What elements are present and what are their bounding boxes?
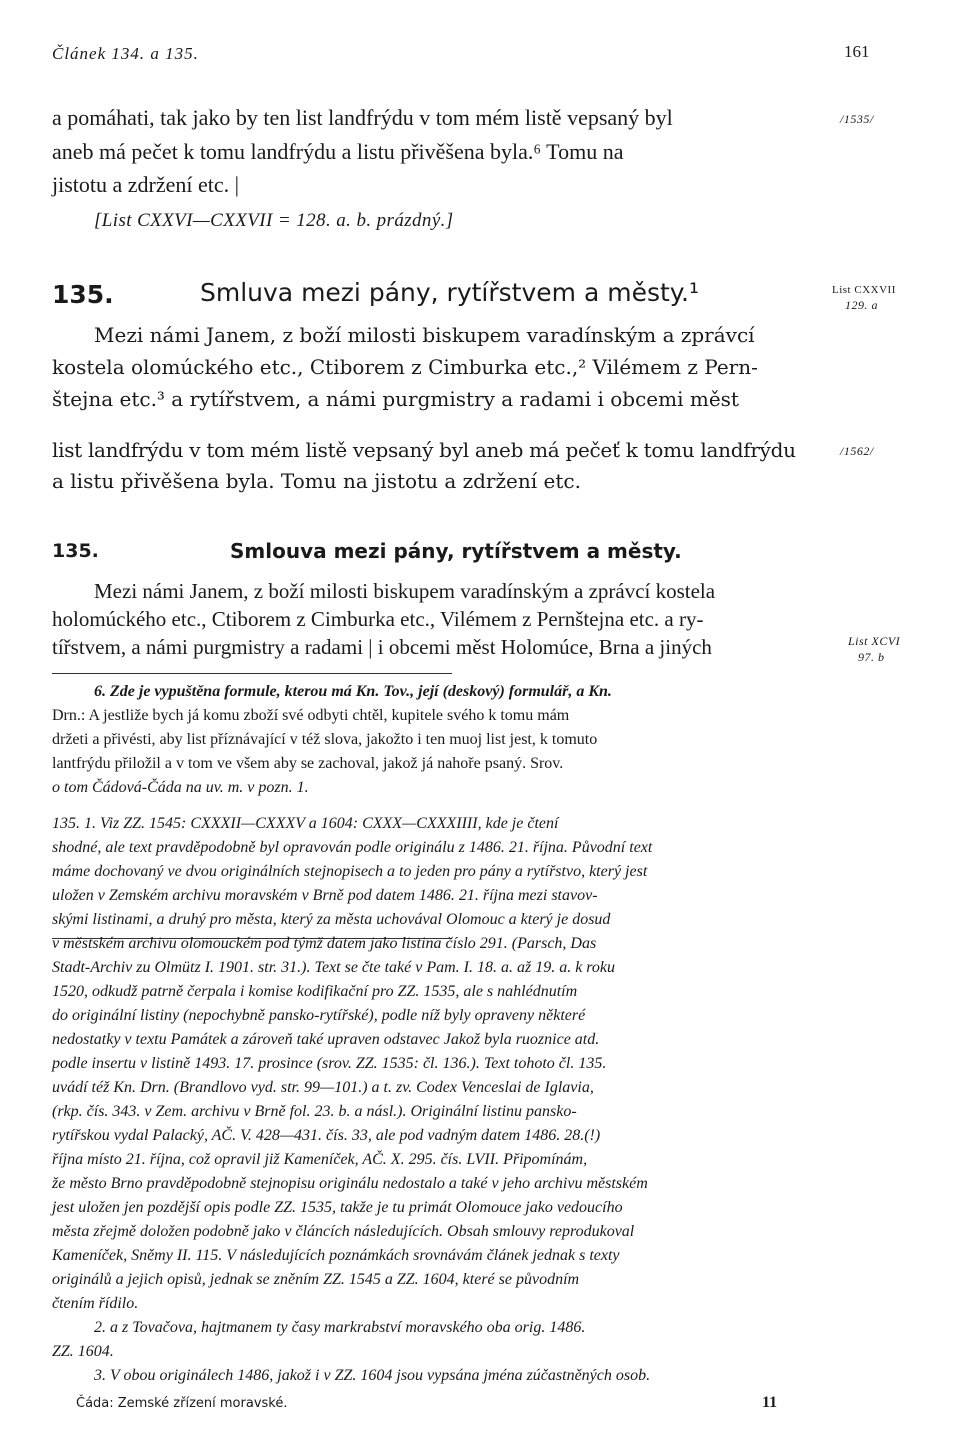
footnote-line: Drn.: A jestliže bych já komu zboží své odbyti chtěl, kupitele svého k tomu mám [52, 707, 570, 724]
footnote-line: originálů a jejich opisů, jednak se zněním ZZ. 1545 a ZZ. 1604, které se původním [52, 1271, 580, 1288]
footnote-line: (rkp. čís. 343. v Zem. archivu v Brně fol. 23. b. a násl.). Originální listinu pansko- [52, 1103, 577, 1120]
text-line: kostela olomúckého etc., Ctiborem z Cimburka etc.,² Vilémem z Pern- [52, 355, 758, 379]
text-line: holomúckého etc., Ctiborem z Cimburka etc., Vilémem z Pernštejna etc. a ry- [52, 607, 704, 631]
margin-folio-ref: 129. a [845, 298, 878, 312]
footnote-line: 6. Zde je vypuštěna formule, kterou má Kn. Tov., její (deskový) formulář, a Kn. [94, 683, 612, 700]
footnote-line: držeti a přivésti, aby list příznávající v též slova, jakožto i ten muoj list jest, k tomuto [52, 731, 598, 748]
margin-year-note: /1562/ [840, 444, 874, 458]
footnote-line: čtením řídilo. [52, 1295, 139, 1312]
text-line: a pomáhati, tak jako by ten list landfrýdu v tom mém listě vepsaný byl [52, 105, 673, 130]
footnote-line: ZZ. 1604. [52, 1343, 114, 1360]
footnote-line: do originální listiny (nepochybně pansko-rytířské), podle níž byly opraveny některé [52, 1007, 586, 1024]
footnote-line: 1520, odkudž patrně čerpala i komise kodifikační pro ZZ. 1535, ale s nahlédnutím [52, 983, 578, 1000]
footnote-line: Kameníček, Sněmy II. 115. V následujících poznámkách srovnávám článek jednak s texty [52, 1247, 620, 1264]
footnote-line: skými listinami, a druhý pro města, který za města uchovával Olomouc a který je dosud [52, 911, 611, 928]
footnote-line: uložen v Zemském archivu moravském v Brně pod datem 1486. 21. října mezi stavov- [52, 887, 598, 904]
bracket-note: [List CXXVI—CXXVII = 128. a. b. prázdný.] [94, 210, 454, 231]
footnote-line: nedostatky v textu Památek a zároveň také upraven odstavec Jakož byla ruoznice atd. [52, 1031, 600, 1048]
footnote-line: o tom Čádová-Čáda na uv. m. v pozn. 1. [52, 779, 309, 796]
footnote-line: města zřejmě doložen podobně jako v článcích následujících. Obsah smlouvy reprodukoval [52, 1223, 635, 1240]
footnote-line: shodné, ale text pravděpodobně byl opravován podle originálu z 1486. 21. října. Původní text [52, 839, 653, 856]
page-number: 161 [844, 42, 870, 61]
margin-list-ref: List XCVI [848, 634, 901, 648]
footnote-line: 2. a z Tovačova, hajtmanem ty časy markrabství moravského oba orig. 1486. [94, 1319, 586, 1336]
text-line: tířstvem, a námi purgmistry a radami | i obcemi měst Holomúce, Brna a jiných [52, 635, 712, 659]
text-line: štejna etc.³ a rytířstvem, a námi purgmistry a radami i obcemi měst [52, 387, 739, 411]
footer-source: Čáda: Zemské zřízení moravské. [76, 1396, 288, 1411]
section-number: 135. [52, 540, 99, 562]
text-line: Mezi námi Janem, z boží milosti biskupem varadínským a zprávcí kostela [94, 579, 716, 603]
footnote-line: podle insertu v listině 1493. 17. prosince (srov. ZZ. 1535: čl. 136.). Text tohoto čl. 135. [52, 1055, 607, 1072]
footnote-line: uvádí též Kn. Drn. (Brandlovo vyd. str. 99—101.) a t. zv. Codex Venceslai de Iglavia, [52, 1079, 594, 1096]
text-line: list landfrýdu v tom mém listě vepsaný byl aneb má pečeť k tomu landfrýdu [52, 438, 796, 462]
footnote-line: máme dochovaný ve dvou originálních stejnopisech a to jeden pro pány a rytířstvo, který jest [52, 863, 648, 880]
text-line: Mezi námi Janem, z boží milosti biskupem varadínským a zprávcí [94, 323, 755, 347]
section-title: Smlouva mezi pány, rytířstvem a městy. [230, 539, 682, 563]
footnote-line: října místo 21. října, což opravil již Kameníček, AČ. X. 295. čís. LVII. Připomínám, [52, 1151, 588, 1168]
sheet-signature: 11 [762, 1394, 778, 1411]
text-line: a listu přivěšena byla. Tomu na jistotu a zdržení etc. [52, 469, 581, 493]
margin-folio-ref: 97. b [858, 650, 885, 664]
margin-year-note: /1535/ [840, 112, 874, 126]
footnote-line: 3. V obou originálech 1486, jakož i v ZZ. 1604 jsou vypsána jména zúčastněných osob. [94, 1367, 651, 1384]
footnote-line: že město Brno pravděpodobně stejnopisu originálu nedostalo a také v jeho archivu městském [52, 1175, 648, 1192]
text-line: jistotu a zdržení etc. | [52, 172, 240, 197]
text-line: aneb má pečet k tomu landfrýdu a listu přivěšena byla.⁶ Tomu na [52, 139, 624, 164]
margin-list-ref: List CXXVII [832, 284, 896, 296]
running-header-left: Článek 134. a 135. [52, 44, 199, 63]
footnote-line: v městském archivu olomouckém pod týmž datem jako listina číslo 291. (Parsch, Das [52, 935, 597, 952]
footnote-line: rytířskou vydal Palacký, AČ. V. 428—431. čís. 33, ale pod vadným datem 1486. 28.(!) [52, 1127, 601, 1144]
section-title: Smluva mezi pány, rytířstvem a městy.¹ [200, 278, 699, 307]
footnote-line: 135. 1. Viz ZZ. 1545: CXXXII—CXXXV a 1604: CXXX—CXXXIIII, kde je čtení [52, 815, 559, 832]
footnote-line: Stadt-Archiv zu Olmütz I. 1901. str. 31.). Text se čte také v Pam. I. 18. a. až 19. a. k roku [52, 959, 616, 976]
footnote-rule [52, 673, 452, 674]
footnote-line: jest uložen jen pozdější opis podle ZZ. 1535, takže je tu primát Olomouce jako vedoucího [52, 1199, 623, 1216]
footnote-line: lantfrýdu přiložil a v tom ve všem aby se zachoval, jakož já nahoře psaný. Srov. [52, 755, 564, 772]
section-number: 135. [52, 280, 114, 309]
